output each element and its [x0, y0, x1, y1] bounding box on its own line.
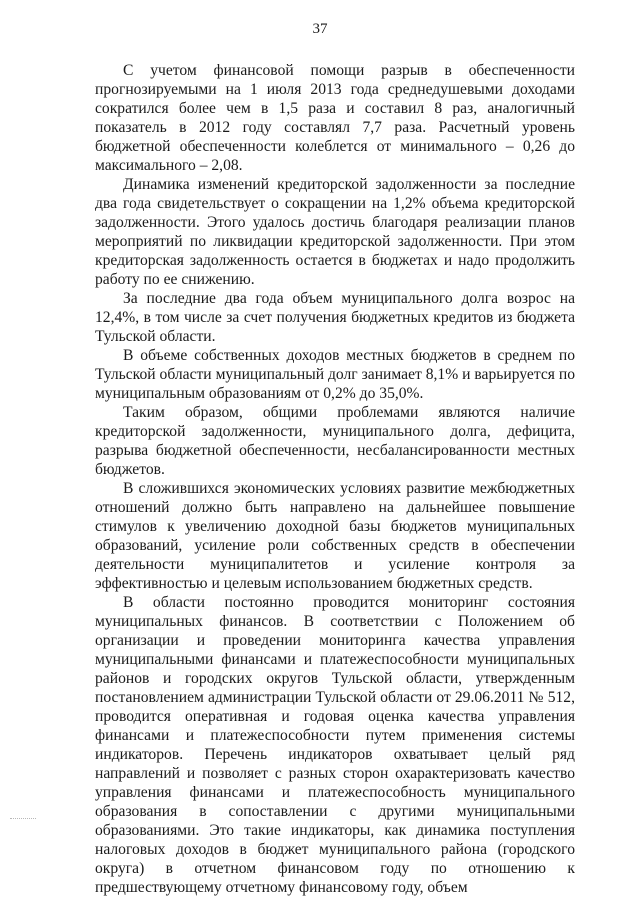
paragraph-municipal-debt-growth: За последние два года объем муниципального долга возрос на 12,4%, в том числе за счет получения бюджетных кредитов из бюджета Тульской области. [95, 290, 575, 345]
paragraph-interbudget-relations: В сложившихся экономических условиях развитие межбюджетных отношений должно быть направлено на дальнейшее повышение стимулов к увеличению доходной базы бюджетов муниципальных образований, усиление роли собственных средств в обеспечении деятельности муниципалитетов и усиление контроля за эффективностью и целевым использованием бюджетных средств. [95, 480, 575, 592]
page-number: 37 [312, 21, 328, 37]
paragraph-budget-gap: С учетом финансовой помощи разрыв в обеспеченности прогнозируемыми на 1 июля 2013 года среднедушевыми доходами сократился более чем в 1,5 раза и составил 8 раз, аналогичный показатель в 2012 году составлял 7,7 раза. Расчетный уровень бюджетной обеспеченности колеблется от минимального – 0,26 до максимального – 2,08. [95, 62, 575, 174]
paragraph-municipal-debt-share: В объеме собственных доходов местных бюджетов в среднем по Тульской области муниципальный долг занимает 8,1% и варьируется по муниципальным образованиям от 0,2% до 35,0%. [95, 347, 575, 402]
paragraph-monitoring: В области постоянно проводится мониторинг состояния муниципальных финансов. В соответствии с Положением об организации и проведении мониторинга качества управления муниципальными финансами и платежеспособности муниципальных районов и городских округов Тульской области, утвержденным постановлением администрации Тульской области от 29.06.2011 № 512, проводится оперативная и годовая оценка качества управления финансами и платежеспособности путем применения системы индикаторов. Перечень индикаторов охватывает целый ряд направлений и позволяет с разных сторон охарактеризовать качество управления финансами и платежеспособность муниципального образования в сопоставлении с другими муниципальными образованиями. Это такие индикаторы, как динамика поступления налоговых доходов в бюджет муниципального района (городского округа) в отчетном финансовом году по отношению к предшествующему отчетному финансовому году, объем [95, 594, 575, 896]
scan-artifact [10, 818, 36, 821]
paragraph-common-problems: Таким образом, общими проблемами являются наличие кредиторской задолженности, муниципального долга, дефицита, разрыва бюджетной обеспеченности, несбалансированности местных бюджетов. [95, 404, 575, 478]
body-text [95, 61, 575, 897]
paragraph-creditor-debt: Динамика изменений кредиторской задолженности за последние два года свидетельствует о сокращении на 1,2% объема кредиторской задолженности. Этого удалось достичь благодаря реализации планов мероприятий по ликвидации кредиторской задолженности. При этом кредиторская задолженность остается в бюджетах и надо продолжить работу по ее снижению. [95, 176, 575, 288]
